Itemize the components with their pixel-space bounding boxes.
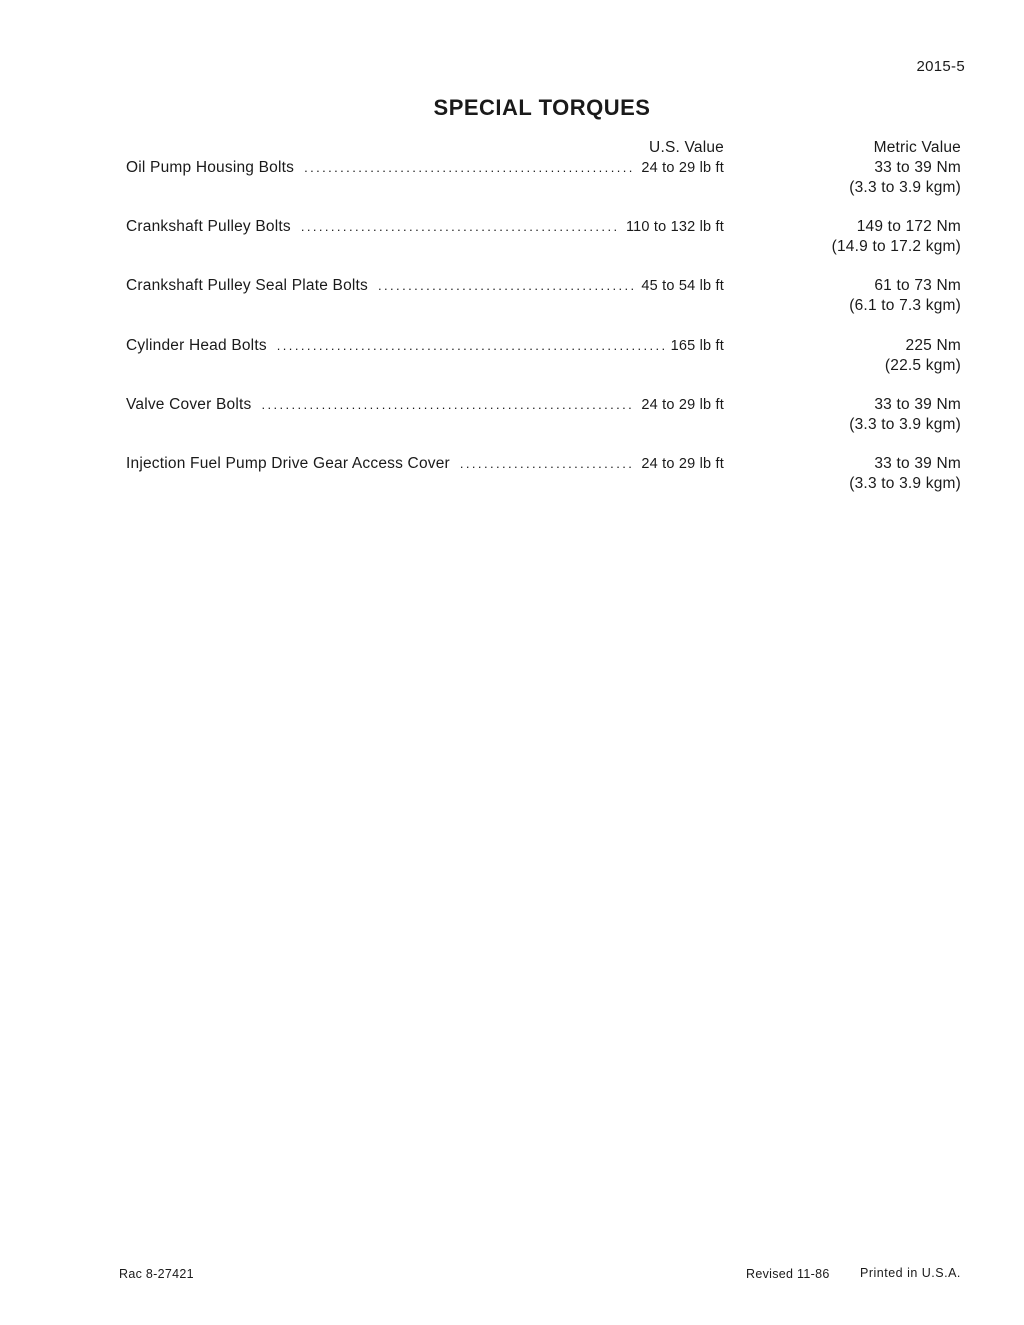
metric-kgm: (3.3 to 3.9 kgm)	[849, 179, 961, 196]
torque-item-label: Valve Cover Bolts	[126, 395, 252, 413]
revision-date: Revised 11-86	[746, 1267, 830, 1281]
dot-leader	[301, 217, 620, 237]
metric-nm: 149 to 172 Nm	[856, 218, 961, 236]
metric-nm: 225 Nm	[905, 336, 961, 354]
us-value: 45 to 54 lb ft	[641, 278, 724, 295]
metric-kgm: (6.1 to 7.3 kgm)	[849, 297, 961, 315]
torque-item-label: Cylinder Head Bolts	[126, 336, 267, 354]
metric-nm: 61 to 73 Nm	[874, 277, 961, 295]
print-origin: Printed in U.S.A.	[860, 1266, 961, 1280]
metric-kgm: (14.9 to 17.2 kgm)	[831, 238, 961, 256]
torque-row	[126, 454, 966, 513]
metric-value	[786, 395, 961, 435]
us-value: 110 to 132 lb ft	[625, 219, 724, 236]
torque-row	[126, 395, 966, 454]
us-value: 24 to 29 lb ft	[641, 455, 724, 472]
torque-row	[126, 158, 966, 217]
torque-row	[126, 276, 966, 335]
metric-value	[786, 217, 961, 257]
torque-row	[126, 217, 966, 276]
us-value: 24 to 29 lb ft	[641, 396, 724, 413]
torque-item-label: Oil Pump Housing Bolts	[126, 159, 295, 176]
dot-leader	[261, 395, 635, 415]
torque-spec-list	[126, 158, 966, 513]
dot-leader	[378, 276, 635, 296]
page-number: 2015-5	[916, 58, 965, 75]
torque-item-label: Crankshaft Pulley Bolts	[126, 218, 291, 236]
metric-value	[786, 454, 961, 494]
dot-leader	[460, 454, 636, 474]
metric-kgm: (22.5 kgm)	[884, 356, 961, 374]
metric-nm: 33 to 39 Nm	[874, 454, 961, 472]
metric-value	[786, 336, 961, 376]
metric-value	[786, 158, 961, 198]
us-value: 24 to 29 lb ft	[641, 160, 724, 176]
metric-value	[786, 276, 961, 316]
metric-kgm: (3.3 to 3.9 kgm)	[849, 415, 961, 433]
torque-item-label: Injection Fuel Pump Drive Gear Access Cover	[126, 454, 450, 472]
page-title: SPECIAL TORQUES	[433, 95, 651, 120]
us-value-column-header: U.S. Value	[649, 139, 724, 156]
dot-leader	[304, 158, 635, 178]
torque-row	[126, 336, 966, 395]
us-value: 165 lb ft	[670, 337, 724, 354]
metric-kgm: (3.3 to 3.9 kgm)	[849, 474, 961, 492]
torque-item-label: Crankshaft Pulley Seal Plate Bolts	[126, 277, 369, 295]
metric-value-column-header: Metric Value	[873, 139, 961, 156]
dot-leader	[277, 336, 665, 356]
document-code: Rac 8-27421	[119, 1267, 194, 1281]
metric-nm: 33 to 39 Nm	[874, 159, 961, 176]
metric-nm: 33 to 39 Nm	[874, 395, 961, 413]
